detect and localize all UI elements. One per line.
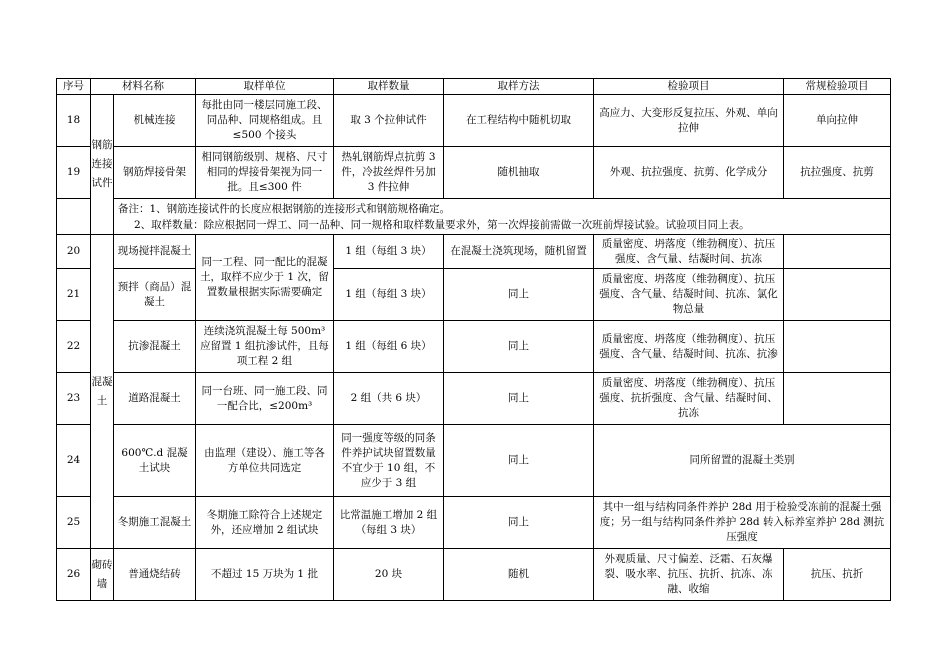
row-number: 25: [57, 497, 91, 549]
table-row: [57, 235, 891, 269]
sample-method: 随机: [444, 549, 594, 601]
group-label-concrete: 混凝土: [91, 235, 114, 549]
table-row: [57, 497, 891, 549]
table-row: [57, 147, 891, 199]
routine-items: [784, 321, 891, 373]
table-row: [57, 425, 891, 497]
sample-quantity: 1 组（每组 6 块）: [334, 321, 444, 373]
row-number: 19: [57, 147, 91, 199]
table-row: [57, 321, 891, 373]
row-number: 21: [57, 269, 91, 321]
row-number: 20: [57, 235, 91, 269]
sample-method: 随机抽取: [444, 147, 594, 199]
test-items: 质量密度、坍落度（维勃稠度）、抗压强度、含气量、结凝时间、抗冻: [594, 235, 784, 269]
routine-items: 单向拉伸: [784, 95, 891, 147]
sample-method: 同上: [444, 497, 594, 549]
sampling-table: [56, 78, 891, 601]
sample-quantity: 1 组（每组 3 块）: [334, 235, 444, 269]
table-row: [57, 373, 891, 425]
material-name: 冬期施工混凝土: [114, 497, 196, 549]
test-items: 高应力、大变形反复拉压、外观、单向拉伸: [594, 95, 784, 147]
test-items: 质量密度、坍落度（维勃稠度）、抗压强度、抗折强度、含气量、结凝时间、抗冻: [594, 373, 784, 425]
material-name: 机械连接: [114, 95, 196, 147]
sample-quantity: 1 组（每组 3 块）: [334, 269, 444, 321]
material-name: 钢筋焊接骨架: [114, 147, 196, 199]
sample-unit: 连续浇筑混凝土每 500m³ 应留置 1 组抗渗试件，且每项工程 2 组: [196, 321, 334, 373]
notes: [114, 199, 891, 235]
group-label-masonry: 砌砖墙: [91, 549, 114, 601]
test-items: 外观质量、尺寸偏差、泛霜、石灰爆裂、吸水率、抗压、抗折、抗冻、冻融、收缩: [594, 549, 784, 601]
routine-items: 抗拉强度、抗剪: [784, 147, 891, 199]
sample-unit: 同一台班、同一施工段、同一配合比，≤200m³: [196, 373, 334, 425]
material-name: 现场搅拌混凝土: [114, 235, 196, 269]
material-name: 抗渗混凝土: [114, 321, 196, 373]
row-number: 23: [57, 373, 91, 425]
row-number: 24: [57, 425, 91, 497]
sample-method: 同上: [444, 425, 594, 497]
material-name: 预拌（商品）混凝土: [114, 269, 196, 321]
routine-items: [784, 235, 891, 269]
material-name: 600℃.d 混凝土试块: [114, 425, 196, 497]
group-label-rebar: 钢筋连接试件: [91, 95, 114, 235]
table-row: [57, 269, 891, 321]
header-unit: 取样单位: [196, 79, 334, 95]
notes-row: [57, 199, 891, 235]
sample-unit-shared: 同一工程、同一配比的混凝土，取样不应少于 1 次，留置数量根据实际需要确定: [196, 235, 334, 321]
table-row: [57, 95, 891, 147]
header-row: [57, 79, 891, 95]
header-routine: 常规检验项目: [784, 79, 891, 95]
header-method: 取样方法: [444, 79, 594, 95]
sample-unit: 每批由同一楼层同施工段、同品种、同规格组成。且≤500 个接头: [196, 95, 334, 147]
note-line-2: 2、取样数量：除应根据同一焊工、同一品种、同一规格和取样数量要求外，第一次焊接前需做一次班前焊接试验。试验项目同上表。: [134, 218, 750, 231]
sample-method: 在工程结构中随机切取: [444, 95, 594, 147]
material-name: 道路混凝土: [114, 373, 196, 425]
row-number-empty: [57, 199, 91, 235]
header-material: 材料名称: [91, 79, 196, 95]
test-items: 外观、抗拉强度、抗剪、化学成分: [594, 147, 784, 199]
row-number: 26: [57, 549, 91, 601]
sample-quantity: 同一强度等级的同条件养护试块留置数量不宜少于 10 组，不应少于 3 组: [334, 425, 444, 497]
sample-method: 同上: [444, 373, 594, 425]
sample-unit: 相同钢筋级别、规格、尺寸相同的焊接骨架视为同一批。且≤300 件: [196, 147, 334, 199]
sample-quantity: 热轧钢筋焊点抗剪 3 件，冷拔丝焊件另加 3 件拉伸: [334, 147, 444, 199]
test-items: 质量密度、坍落度（维勃稠度）、抗压强度、含气量、结凝时间、抗冻、抗渗: [594, 321, 784, 373]
sample-unit: 冬期施工除符合上述规定外，还应增加 2 组试块: [196, 497, 334, 549]
sample-method: 在混凝土浇筑现场，随机留置: [444, 235, 594, 269]
test-items: 质量密度、坍落度（维勃稠度）、抗压强度、含气量、结凝时间、抗冻、氯化物总量: [594, 269, 784, 321]
row-number: 22: [57, 321, 91, 373]
sample-method: 同上: [444, 321, 594, 373]
test-items: 同所留置的混凝土类别: [594, 425, 891, 497]
row-number: 18: [57, 95, 91, 147]
sample-unit: 由监理（建设）、施工等各方单位共同选定: [196, 425, 334, 497]
sample-quantity: 2 组（共 6 块）: [334, 373, 444, 425]
routine-items: [784, 269, 891, 321]
sample-method: 同上: [444, 269, 594, 321]
sample-quantity: 取 3 个拉伸试件: [334, 95, 444, 147]
sample-quantity: 20 块: [334, 549, 444, 601]
routine-items: [784, 373, 891, 425]
header-qty: 取样数量: [334, 79, 444, 95]
sample-unit: 不超过 15 万块为 1 批: [196, 549, 334, 601]
sample-quantity: 比常温施工增加 2 组（每组 3 块）: [334, 497, 444, 549]
note-line-1: 备注：1、钢筋连接试件的长度应根据钢筋的连接形式和钢筋规格确定。: [118, 202, 451, 215]
routine-items: 抗压、抗折: [784, 549, 891, 601]
material-name: 普通烧结砖: [114, 549, 196, 601]
header-no: 序号: [57, 79, 91, 95]
test-items: 其中一组与结构同条件养护 28d 用于检验受冻前的混凝土强度；另一组与结构同条件养护 28d 转入标养室养护 28d 测抗压强度: [594, 497, 891, 549]
header-items: 检验项目: [594, 79, 784, 95]
table-row: [57, 549, 891, 601]
